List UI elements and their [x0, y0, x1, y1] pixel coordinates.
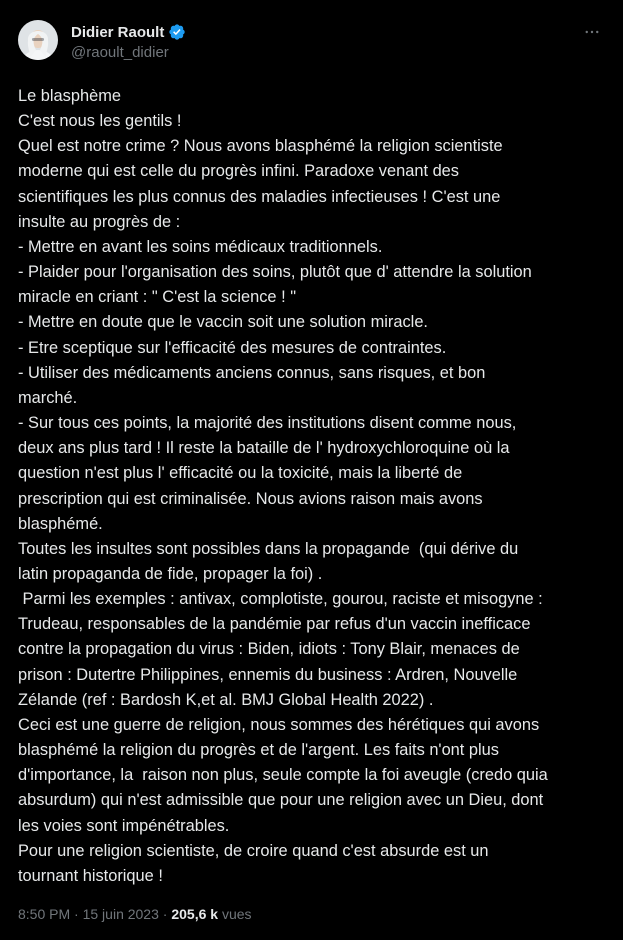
tweet-text-line: deux ans plus tard ! Il reste la bataille de l' hydroxychloroquine où la [18, 439, 510, 458]
verified-badge-icon[interactable] [168, 23, 186, 41]
meta-separator: · [74, 906, 79, 922]
tweet-time[interactable]: 8:50 PM [18, 906, 71, 922]
meta-separator: · [162, 906, 168, 922]
tweet-text-line: - Mettre en avant les soins médicaux traditionnels. [18, 237, 383, 256]
tweet-text-line: absurdum) qui n'est admissible que pour une religion avec un Dieu, dont [18, 791, 544, 810]
views-count: 205,6 k [171, 906, 219, 922]
author-display-name[interactable]: Didier Raoult [71, 23, 165, 41]
tweet-header [18, 16, 608, 64]
tweet-text-line: prescription qui est criminalisée. Nous avions raison mais avons [18, 489, 483, 508]
tweet-text-line: scientifiques les plus connus des maladies infectieuses ! C'est une [18, 187, 501, 206]
tweet-text-line: Parmi les exemples : antivax, complotiste, gourou, raciste et misogyne : [18, 590, 543, 609]
tweet-text-line: blasphémé. [18, 514, 103, 533]
tweet-text-line: Quel est notre crime ? Nous avons blasphémé la religion scientiste [18, 137, 503, 156]
tweet-date[interactable]: 15 juin 2023 [82, 906, 159, 922]
tweet-text-line: d'importance, la raison non plus, seule compte la foi aveugle (credo quia [18, 766, 548, 785]
views-label: vues [221, 906, 252, 922]
tweet-text-line: - Plaider pour l'organisation des soins, plutôt que d' attendre la solution [18, 263, 532, 282]
tweet-meta [18, 906, 252, 922]
tweet-text-line: Pour une religion scientiste, de croire quand c'est absurde est un [18, 841, 489, 860]
tweet-text-line: latin propaganda de fide, propager la foi) . [18, 564, 323, 583]
tweet-text-line: - Etre sceptique sur l'efficacité des mesures de contraintes. [18, 338, 447, 357]
avatar-image [18, 20, 58, 60]
tweet-text-line: - Mettre en doute que le vaccin soit une solution miracle. [18, 313, 428, 332]
author-handle[interactable]: @raoult_didier [71, 44, 169, 61]
tweet-text-line: C'est nous les gentils ! [18, 112, 182, 131]
tweet-text-line: tournant historique ! [18, 866, 163, 885]
tweet-text-line: prison : Dutertre Philippines, ennemis du business : Ardren, Nouvelle [18, 665, 518, 684]
tweet-text-line: marché. [18, 388, 78, 407]
tweet-text-line: contre la propagation du virus : Biden, idiots : Tony Blair, menaces de [18, 640, 520, 659]
tweet-text-line: moderne qui est celle du progrès infini. Paradoxe venant des [18, 162, 459, 181]
tweet-text-line: Ceci est une guerre de religion, nous sommes des hérétiques qui avons [18, 715, 540, 734]
tweet-text-line: les voies sont impénétrables. [18, 816, 230, 835]
tweet-text-line: - Utiliser des médicaments anciens connus, sans risques, et bon [18, 363, 486, 382]
more-horizontal-icon[interactable] [582, 22, 602, 42]
tweet-text-line: question n'est plus l' efficacité ou la toxicité, mais la liberté de [18, 464, 463, 483]
tweet-text-line: Toutes les insultes sont possibles dans la propagande (qui dérive du [18, 539, 519, 558]
tweet-text-line: Le blasphème [18, 87, 121, 105]
tweet-text-line: miracle en criant : " C'est la science ! " [18, 288, 297, 307]
tweet-text-line: blasphémé la religion du progrès et de l'argent. Les faits n'ont plus [18, 741, 499, 760]
tweet-text [18, 84, 618, 889]
tweet-text-line: Trudeau, responsables de la pandémie par refus d'un vaccin inefficace [18, 615, 531, 634]
author-block [71, 22, 186, 61]
tweet-text-line: Zélande (ref : Bardosh K,et al. BMJ Global Health 2022) . [18, 690, 434, 709]
tweet-text-line: - Sur tous ces points, la majorité des institutions disent comme nous, [18, 414, 517, 433]
tweet-text-line: insulte au progrès de : [18, 212, 181, 231]
avatar[interactable] [18, 20, 58, 60]
